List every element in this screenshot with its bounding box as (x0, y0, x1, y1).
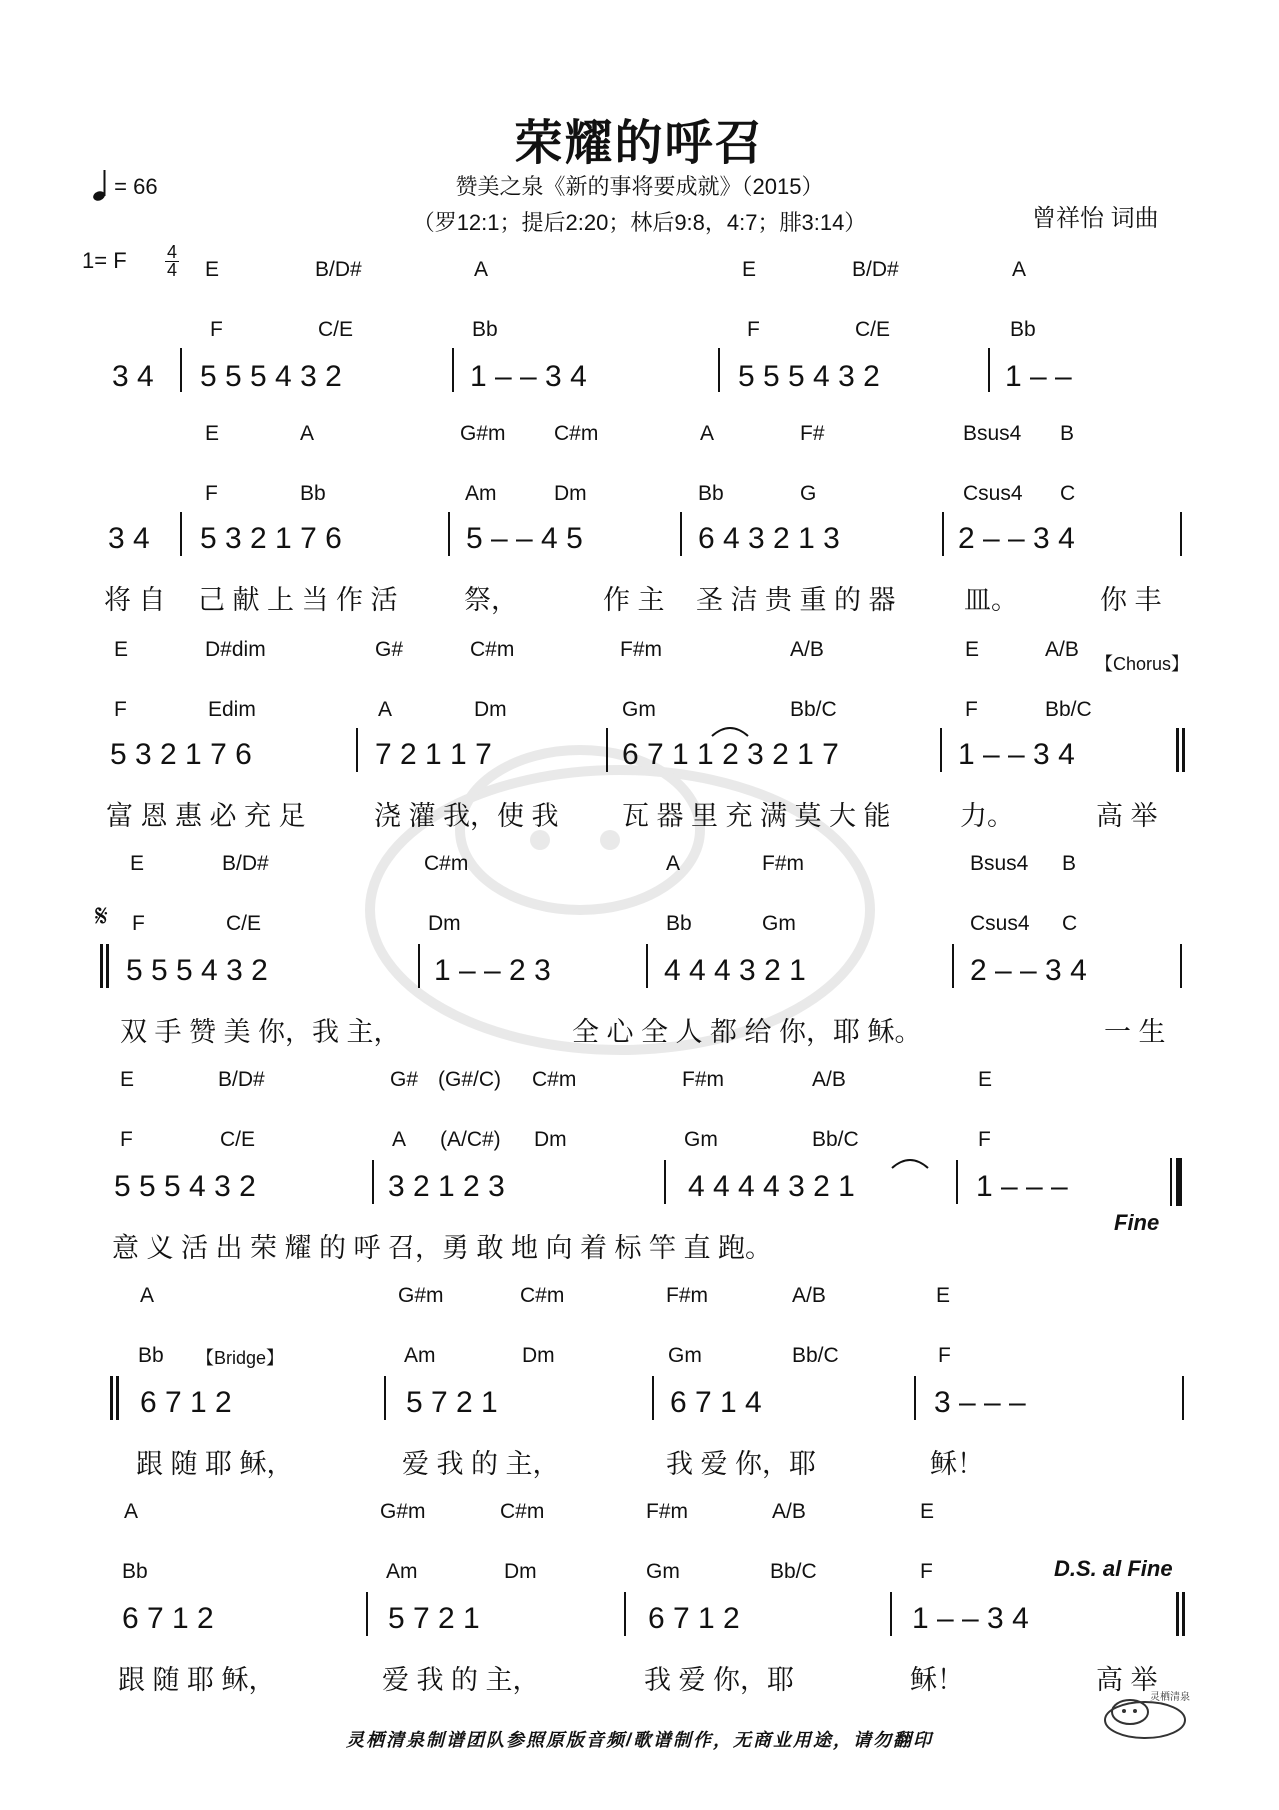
chord: Csus4 (970, 912, 1030, 935)
chord: Gm (622, 698, 656, 721)
notation-measure: 5 5 5 4 3 2 (126, 954, 268, 987)
lyric: 跟 随 耶 稣， (118, 1665, 276, 1695)
capo-chord: C#m (532, 1068, 577, 1091)
capo-chord: (G#/C) (438, 1068, 501, 1091)
capo-chord: A/B (1045, 638, 1079, 661)
notation-measure: 6 7 1 4 (670, 1386, 762, 1419)
capo-chord: E (120, 1068, 135, 1091)
capo-chord: F#m (620, 638, 662, 661)
time-signature-top: 4 (166, 242, 177, 262)
notation-measure: 3 4 (108, 522, 150, 555)
double-bar-line (1176, 1592, 1179, 1636)
notation-measure: 3 2 1 2 3 (388, 1170, 505, 1203)
capo-chord: C#m (424, 852, 469, 875)
tempo-value: = 66 (114, 173, 158, 199)
time-signature-bottom: 4 (166, 260, 177, 280)
notation-measure: 1 – – 3 4 (958, 738, 1075, 771)
chord: Bb/C (792, 1344, 839, 1367)
bar-line (1182, 1376, 1184, 1420)
chord: G (800, 482, 817, 505)
bridge-label: 【Bridge】 (196, 1348, 285, 1368)
chord: A (378, 698, 393, 721)
capo-chord: A/B (812, 1068, 846, 1091)
double-bar-line (100, 944, 103, 988)
capo-chord: C#m (470, 638, 515, 661)
lyric: 己 献 上 当 作 活 (198, 585, 398, 615)
bar-line (452, 348, 454, 392)
capo-chord: A/B (772, 1500, 806, 1523)
chord: F (965, 698, 978, 721)
bar-line (624, 1592, 626, 1636)
notation-measure: 4 4 4 3 2 1 (664, 954, 806, 987)
bar-line (418, 944, 420, 988)
chord: (A/C#) (440, 1128, 501, 1151)
bar-line (606, 728, 608, 772)
bar-line (366, 1592, 368, 1636)
lyric: 爱 我 的 主， (382, 1665, 540, 1695)
chord: F (978, 1128, 991, 1151)
chord: C/E (220, 1128, 256, 1151)
notation-measure: 5 5 5 4 3 2 (200, 360, 342, 393)
final-bar-line-thick (1176, 1158, 1182, 1206)
chord: Bb (138, 1344, 164, 1367)
capo-chord: E (978, 1068, 993, 1091)
tie-arc (710, 722, 750, 738)
notation-measure: 5 7 2 1 (406, 1386, 498, 1419)
lyric: 我 爱 你，耶 (644, 1665, 795, 1695)
lyric: 高 举 (1096, 801, 1158, 831)
chord: Bb (472, 318, 498, 341)
capo-chord: C#m (554, 422, 599, 445)
chord: A (392, 1128, 407, 1151)
chord: F (210, 318, 223, 341)
notation-measure: 3 4 (112, 360, 154, 393)
sheep-logo-icon (1090, 1682, 1200, 1742)
bar-line (952, 944, 954, 988)
final-bar-line (1170, 1158, 1172, 1206)
chord: Dm (428, 912, 461, 935)
chord: F (120, 1128, 133, 1151)
notation-measure: 5 3 2 1 7 6 (200, 522, 342, 555)
fine-marking: Fine (1114, 1210, 1160, 1235)
tie-arc (890, 1154, 930, 1170)
capo-chord: A (1012, 258, 1027, 281)
chord: F (205, 482, 218, 505)
notation-measure: 6 7 1 2 (648, 1602, 740, 1635)
chord: F (920, 1560, 933, 1583)
lyric: 祭， (464, 585, 518, 615)
lyric: 富 恩 惠 必 充 足 (106, 801, 306, 831)
chord: Dm (504, 1560, 537, 1583)
double-bar-line (106, 944, 109, 988)
capo-chord: F#m (666, 1284, 708, 1307)
lyric: 一 生 (1104, 1017, 1166, 1047)
capo-chord: E (205, 258, 220, 281)
lyric: 稣！ (910, 1665, 964, 1695)
bar-line (718, 348, 720, 392)
bar-line (372, 1160, 374, 1204)
capo-chord: Bsus4 (970, 852, 1029, 875)
chord: F (132, 912, 145, 935)
capo-chord: F#m (646, 1500, 688, 1523)
capo-chord: E (742, 258, 757, 281)
capo-chord: E (114, 638, 129, 661)
bar-line (180, 348, 182, 392)
chord: F (747, 318, 760, 341)
double-bar-line (110, 1376, 113, 1420)
chord: Bb/C (1045, 698, 1092, 721)
notation-measure: 5 5 5 4 3 2 (738, 360, 880, 393)
capo-chord: C#m (500, 1500, 545, 1523)
capo-chord: B (1062, 852, 1077, 875)
chord: Gm (684, 1128, 718, 1151)
bar-line (940, 728, 942, 772)
notation-measure: 1 – – – (976, 1170, 1068, 1203)
lyric: 意 义 活 出 荣 耀 的 呼 召，勇 敢 地 向 着 标 竿 直 跑。 (112, 1233, 773, 1263)
bar-line (384, 1376, 386, 1420)
lyric: 高 举 (1096, 1665, 1158, 1695)
capo-chord: E (920, 1500, 935, 1523)
lyric: 稣！ (930, 1449, 984, 1479)
chord: Dm (522, 1344, 555, 1367)
double-bar-line (1176, 728, 1179, 772)
chord: Bb/C (812, 1128, 859, 1151)
key-signature: 1= F (82, 248, 127, 273)
time-signature (165, 244, 179, 279)
chord: Gm (668, 1344, 702, 1367)
notation-measure: 1 – – 3 4 (470, 360, 587, 393)
chord: C (1060, 482, 1076, 505)
capo-chord: B (1060, 422, 1075, 445)
capo-chord: F#m (682, 1068, 724, 1091)
quarter-note-icon (92, 168, 108, 208)
capo-chord: E (965, 638, 980, 661)
lyric: 皿。 (964, 585, 1018, 615)
capo-chord: G# (375, 638, 404, 661)
chord: Bb (666, 912, 692, 935)
lyric: 浇 灌 我，使 我 (374, 801, 559, 831)
bar-line (652, 1376, 654, 1420)
capo-chord: A (700, 422, 715, 445)
capo-chord: G# (390, 1068, 419, 1091)
capo-chord: F#m (762, 852, 804, 875)
lyric: 跟 随 耶 稣， (136, 1449, 294, 1479)
capo-chord: A (474, 258, 489, 281)
chord: Dm (554, 482, 587, 505)
capo-chord: D#dim (205, 638, 266, 661)
chord: Bb/C (770, 1560, 817, 1583)
album-subtitle: 赞美之泉《新的事将要成就》（2015） (455, 174, 824, 199)
song-title: 荣耀的呼召 (514, 117, 765, 170)
bar-line (680, 512, 682, 556)
lyric: 作 主 (603, 585, 665, 615)
notation-measure: 1 – – 2 3 (434, 954, 551, 987)
notation-measure: 6 7 1 1 2 3 2 1 7 (622, 738, 839, 771)
bar-line (356, 728, 358, 772)
bar-line (664, 1160, 666, 1204)
chord: Am (404, 1344, 436, 1367)
notation-measure: 2 – – 3 4 (958, 522, 1075, 555)
chord: C/E (318, 318, 354, 341)
notation-measure: 5 5 5 4 3 2 (114, 1170, 256, 1203)
bar-line (988, 348, 990, 392)
capo-chord: G#m (460, 422, 506, 445)
chord: Gm (762, 912, 796, 935)
scripture-references: （罗12:1；提后2:20；林后9:8，4:7；腓3:14） (412, 210, 867, 235)
notation-measure: 1 – – 3 4 (912, 1602, 1029, 1635)
capo-chord: F# (800, 422, 825, 445)
notation-measure: 6 7 1 2 (140, 1386, 232, 1419)
lyric: 爱 我 的 主， (402, 1449, 560, 1479)
bar-line (956, 1160, 958, 1204)
ds-al-fine-marking: D.S. al Fine (1054, 1556, 1173, 1581)
capo-chord: A/B (792, 1284, 826, 1307)
notation-measure: 3 – – – (934, 1386, 1026, 1419)
notation-measure: 1 – – (1005, 360, 1072, 393)
bar-line (890, 1592, 892, 1636)
notation-measure: 4 4 4 4 3 2 1 (688, 1170, 855, 1203)
capo-chord: Bsus4 (963, 422, 1022, 445)
lyric: 力。 (960, 801, 1014, 831)
composer-credit: 曾祥怡 词曲 (1032, 205, 1159, 232)
capo-chord: G#m (380, 1500, 426, 1523)
lyric: 双 手 赞 美 你，我 主， (120, 1017, 401, 1047)
capo-chord: A (140, 1284, 155, 1307)
chord: Bb (300, 482, 326, 505)
lyric: 我 爱 你，耶 (666, 1449, 817, 1479)
double-bar-line (1182, 1592, 1185, 1636)
bar-line (448, 512, 450, 556)
capo-chord: B/D# (852, 258, 899, 281)
lyric: 瓦 器 里 充 满 莫 大 能 (622, 801, 891, 831)
bar-line (180, 512, 182, 556)
lyric: 全 心 全 人 都 给 你，耶 稣。 (572, 1017, 922, 1047)
capo-chord: B/D# (218, 1068, 265, 1091)
copyright-footer: 灵栖清泉制谱团队参照原版音频/歌谱制作，无商业用途，请勿翻印 (346, 1730, 933, 1750)
capo-chord: E (130, 852, 145, 875)
bar-line (1180, 512, 1182, 556)
bar-line (942, 512, 944, 556)
chorus-label: 【Chorus】 (1095, 654, 1190, 674)
notation-measure: 5 – – 4 5 (466, 522, 583, 555)
chord: Csus4 (963, 482, 1023, 505)
notation-measure: 5 7 2 1 (388, 1602, 480, 1635)
chord: Edim (208, 698, 256, 721)
chord: Bb/C (790, 698, 837, 721)
notation-measure: 6 4 3 2 1 3 (698, 522, 840, 555)
notation-measure: 6 7 1 2 (122, 1602, 214, 1635)
double-bar-line (1182, 728, 1185, 772)
chord: F (938, 1344, 951, 1367)
bar-line (914, 1376, 916, 1420)
tempo-marking (92, 168, 158, 208)
bar-line (1180, 944, 1182, 988)
chord: Dm (474, 698, 507, 721)
capo-chord: B/D# (222, 852, 269, 875)
chord: C (1062, 912, 1078, 935)
capo-chord: A (300, 422, 315, 445)
double-bar-line (116, 1376, 119, 1420)
capo-chord: B/D# (315, 258, 362, 281)
chord: Bb (698, 482, 724, 505)
capo-chord: A (666, 852, 681, 875)
chord: Bb (122, 1560, 148, 1583)
notation-measure: 5 3 2 1 7 6 (110, 738, 252, 771)
chord: Dm (534, 1128, 567, 1151)
chord: Bb (1010, 318, 1036, 341)
lyric: 你 丰 (1100, 585, 1162, 615)
chord: C/E (226, 912, 262, 935)
capo-chord: A (124, 1500, 139, 1523)
notation-measure: 2 – – 3 4 (970, 954, 1087, 987)
capo-chord: A/B (790, 638, 824, 661)
lyric: 将 自 (104, 585, 166, 615)
logo-text: 灵栖清泉 (1150, 1692, 1190, 1703)
chord: Gm (646, 1560, 680, 1583)
segno-icon: 𝄋 (95, 900, 108, 933)
chord: Am (386, 1560, 418, 1583)
bar-line (646, 944, 648, 988)
chord: C/E (855, 318, 891, 341)
capo-chord: E (936, 1284, 951, 1307)
capo-chord: G#m (398, 1284, 444, 1307)
lyric: 圣 洁 贵 重 的 器 (696, 585, 896, 615)
chord: Am (465, 482, 497, 505)
capo-chord: C#m (520, 1284, 565, 1307)
notation-measure: 7 2 1 1 7 (375, 738, 492, 771)
capo-chord: E (205, 422, 220, 445)
chord: F (114, 698, 127, 721)
